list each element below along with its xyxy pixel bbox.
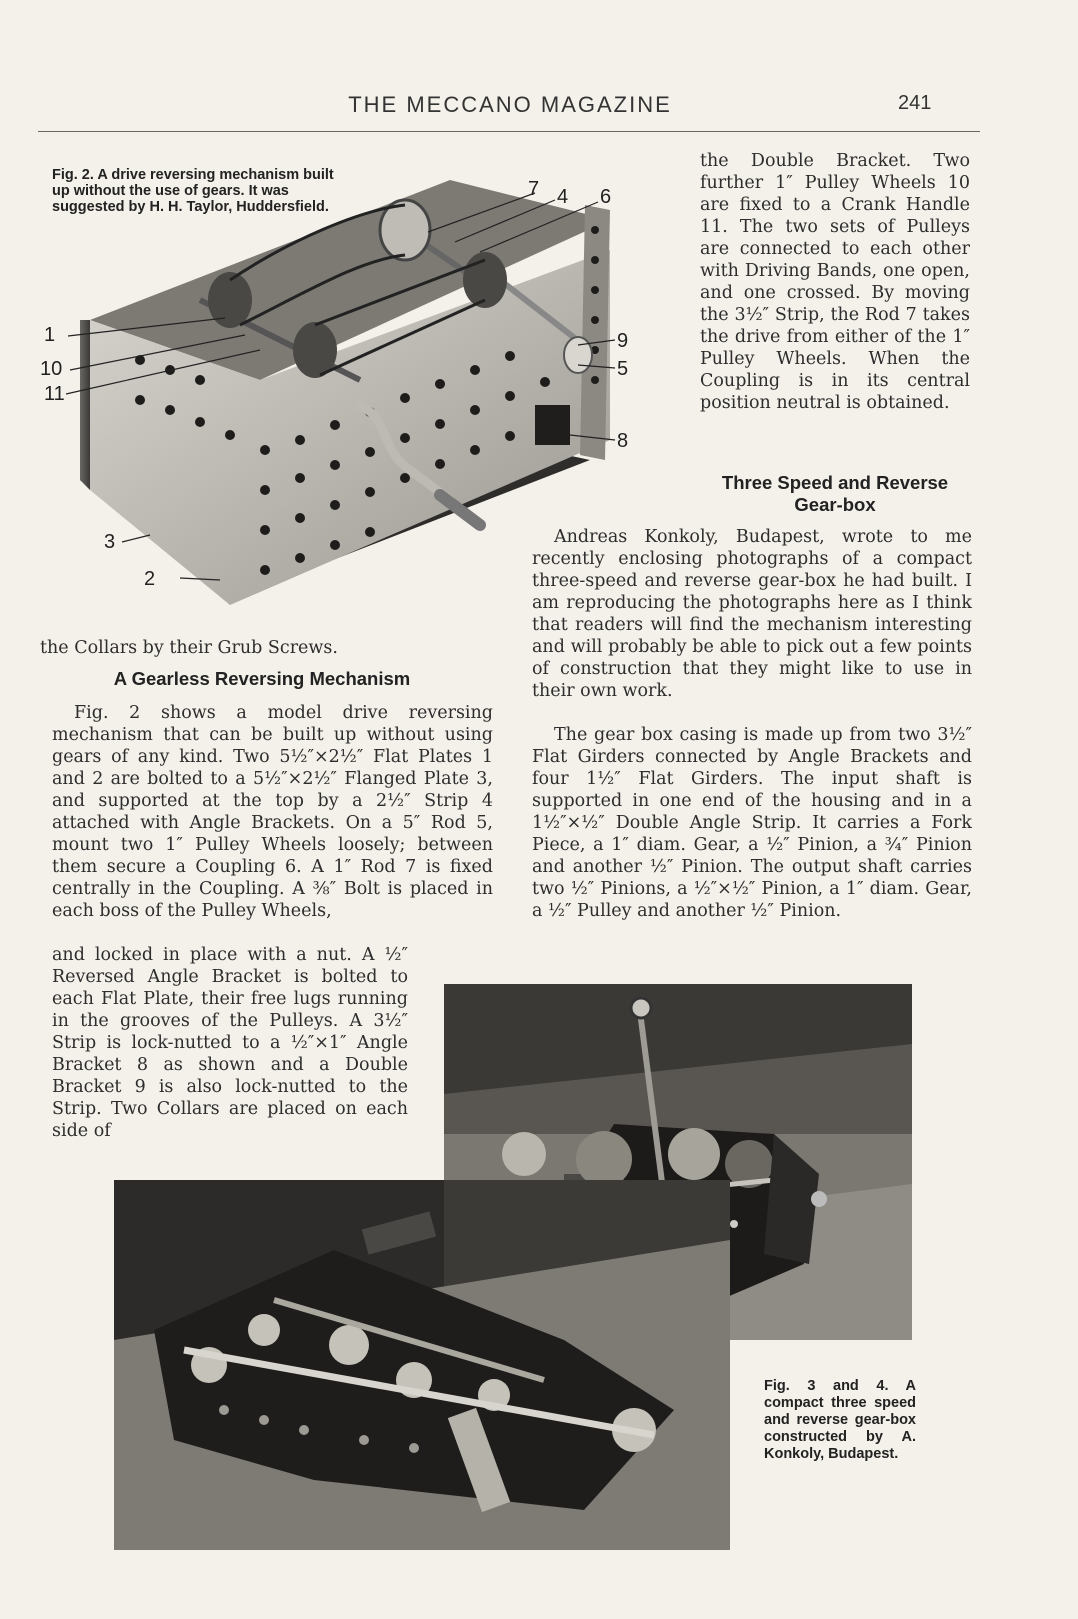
page-title: THE MECCANO MAGAZINE	[348, 92, 672, 117]
callout-label-11: 11	[44, 383, 65, 405]
callout-label-1: 1	[44, 324, 56, 346]
callout-label-6: 6	[600, 186, 612, 208]
fig34-caption: Fig. 3 and 4. A compact three speed and reverse gear-box constructed by A. Konkoly, Budapest.	[764, 1378, 916, 1462]
callout-label-10: 10	[40, 358, 63, 380]
header-rule	[38, 131, 980, 132]
body-paragraph: the Double Bracket. Two further 1″ Pulley Wheels 10 are fixed to a Crank Handle 11. The two sets of Pulleys are connected to each other with Driving Bands, one open, and one crossed. By moving the 3½″ Strip, the Rod 7 takes the drive from either of the 1″ Pulley Wheels. When the Coupling is in its central position neutral is obtained.	[700, 151, 970, 413]
body-paragraph: the Collars by their Grub Screws.	[40, 638, 338, 658]
callout-label-3: 3	[104, 531, 116, 553]
callout-label-8: 8	[617, 430, 629, 452]
callout-label-2: 2	[144, 568, 156, 590]
body-paragraph: Fig. 2 shows a model drive reversing mechanism that can be built up without using gears of any kind. Two 5½″×2½″ Flat Plates 1 and 2 are bolted to a 5½″×2½″ Flanged Plate 3, and supported at the top by a 2½″ Strip 4 attached with Angle Brackets. On a 5″ Rod 5, mount two 1″ Pulley Wheels loosely; between them secure a Coupling 6. A 1″ Rod 7 is fixed centrally in the Coupling. A ⅜″ Bolt is placed in each boss of the Pulley Wheels,	[52, 703, 493, 921]
section-heading: Three Speed and Reverse	[721, 472, 949, 493]
callout-label-7: 7	[528, 178, 540, 200]
page-number: 241	[898, 92, 932, 114]
fig3-photo	[114, 1180, 730, 1550]
section-heading: Gear-box	[794, 494, 876, 515]
section-heading: A Gearless Reversing Mechanism	[113, 668, 411, 689]
body-paragraph: and locked in place with a nut. A ½″ Reversed Angle Bracket is bolted to each Flat Plate, their free lugs running in the grooves of the Pulleys. A 3½″ Strip is lock-nutted to a ½″×1″ Angle Bracket 8 as shown and a Double Bracket 9 is also lock-nutted to the Strip. Two Collars are placed on each side of	[52, 945, 408, 1141]
body-paragraph: The gear box casing is made up from two 3½″ Flat Girders connected by Angle Brackets and four 1½″ Flat Girders. The input shaft is supported in one end of the housing and in a 1½″×½″ Double Angle Strip. It carries a Fork Piece, a 1″ diam. Gear, a ½″ Pinion, a ¾″ Pinion and another ½″ Pinion. The output shaft carries two ½″ Pinions, a ½″×½″ Pinion, a 1″ diam. Gear, a ½″ Pulley and another ½″ Pinion.	[532, 725, 972, 921]
body-paragraph: Andreas Konkoly, Budapest, wrote to me recently enclosing photographs of a compact three-speed and reverse gear-box he had built. I am reproducing the photographs here as I think that readers will find the mechanism interesting and will probably be able to pick out a few points of construction that they might like to use in their own work.	[532, 527, 972, 701]
callout-label-4: 4	[557, 186, 569, 208]
callout-label-9: 9	[617, 330, 629, 352]
callout-label-5: 5	[617, 358, 629, 380]
fig2-caption: Fig. 2. A drive reversing mechanism built up without the use of gears. It was suggested by H. H. Taylor, Huddersfield.	[52, 167, 334, 215]
